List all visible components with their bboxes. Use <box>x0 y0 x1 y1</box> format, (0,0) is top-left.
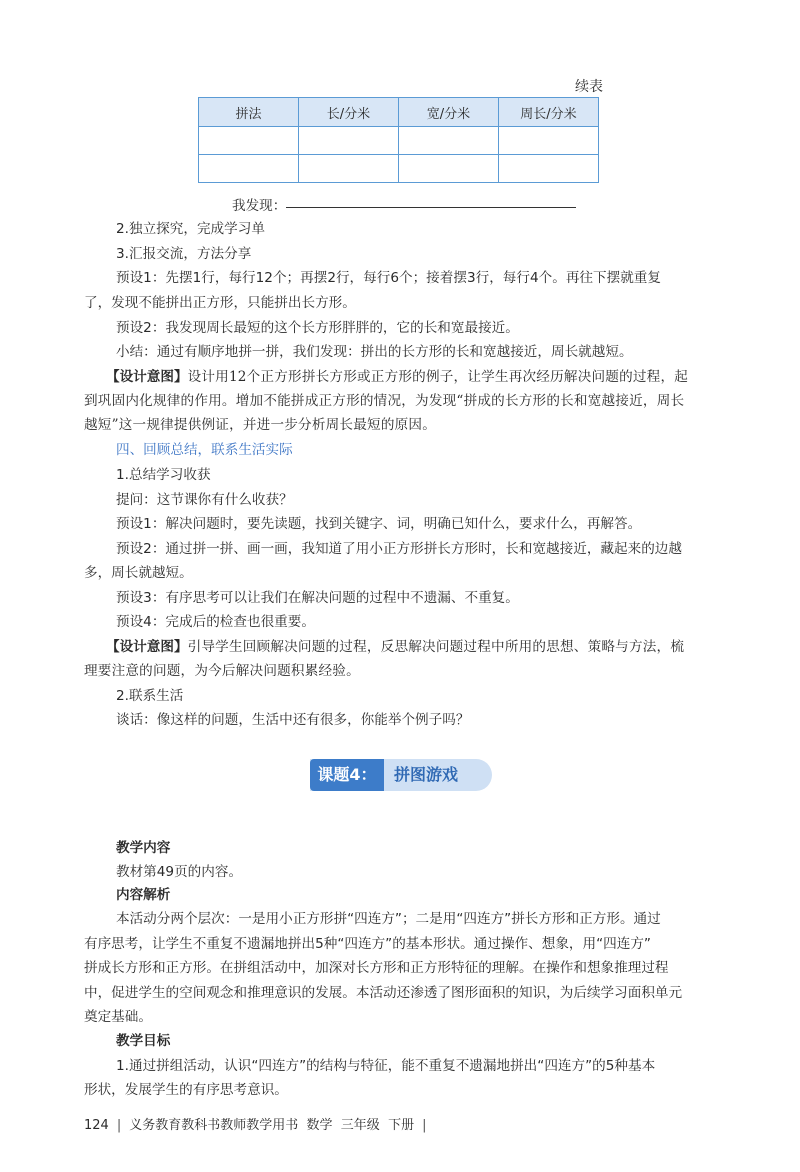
page-footer: 124 | 义务教育教科书教师教学用书 数学 三年级 下册 | <box>84 1118 427 1133</box>
analysis-line-4: 中，促进学生的空间观念和推理意识的发展。本活动还渗透了图形面积的知识，为后续学习面积单元 <box>84 985 683 1001</box>
table-cell <box>299 155 399 183</box>
question: 提问：这节课你有什么收获？ <box>116 492 293 508</box>
step-2: 2.独立探究，完成学习单 <box>116 221 265 237</box>
table-cell <box>499 127 599 155</box>
find-label: 我发现： <box>232 198 287 214</box>
heading-teaching-goals: 教学目标 <box>116 1033 171 1049</box>
volume: 下册 <box>388 1118 415 1133</box>
goal-1-line-2: 形状，发展学生的有序思考意识。 <box>84 1082 288 1098</box>
design-intent-1-line-3: 越短”这一规律提供例证，并进一步分析周长最短的原因。 <box>84 417 436 433</box>
heading-teaching-content: 教学内容 <box>116 840 171 856</box>
table-cell <box>299 127 399 155</box>
table-header: 周长/分米 <box>499 98 599 127</box>
design-intent-1-line-2: 到巩固内化规律的作用。增加不能拼成正方形的情况，为发现“拼成的长方形的长和宽越接近，周长 <box>84 393 685 409</box>
design-intent-text: 引导学生回顾解决问题的过程，反思解决问题过程中所用的思想、策略与方法，梳 <box>187 639 685 655</box>
response-4: 预设4：完成后的检查也很重要。 <box>116 614 315 630</box>
table-header: 拼法 <box>199 98 299 127</box>
results-table <box>198 97 599 183</box>
continued-label: 续表 <box>575 79 603 95</box>
analysis-line-3: 拼成长方形和正方形。在拼组活动中，加深对长方形和正方形特征的理解。在操作和想象推理过程 <box>84 960 669 976</box>
table-cell <box>499 155 599 183</box>
design-intent-1-line-1 <box>106 367 688 387</box>
sub-1: 1.总结学习收获 <box>116 467 211 483</box>
preset-1-line-1: 预设1：先摆1行，每行12个；再摆2行，每行6个；接着摆3行，每行4个。再往下摆就重复 <box>116 270 661 286</box>
design-intent-text: 设计用12个正方形拼长方形或正方形的例子，让学生再次经历解决问题的过程，起 <box>187 369 689 385</box>
teaching-content: 教材第49页的内容。 <box>116 864 243 880</box>
summary: 小结：通过有顺序地拼一拼，我们发现：拼出的长方形的长和宽越接近，周长就越短。 <box>116 344 633 360</box>
subject: 数学 <box>306 1118 333 1133</box>
sub-2: 2.联系生活 <box>116 688 184 704</box>
response-2-line-1: 预设2：通过拼一拼、画一画，我知道了用小正方形拼长方形时，长和宽越接近，藏起来的边越 <box>116 541 682 557</box>
design-intent-label: 【设计意图】 <box>106 639 188 655</box>
talk: 谈话：像这样的问题，生活中还有很多，你能举个例子吗？ <box>116 712 470 728</box>
design-intent-2-line-1 <box>106 637 684 657</box>
lesson-tag: 课题4： <box>310 759 384 791</box>
page-number: 124 <box>84 1118 109 1133</box>
grade: 三年级 <box>340 1118 380 1133</box>
design-intent-2-line-2: 理要注意的问题，为今后解决问题积累经验。 <box>84 663 360 679</box>
table-header-row <box>199 98 599 127</box>
analysis-line-2: 有序思考，让学生不重复不遗漏地拼出5种“四连方”的基本形状。通过操作、想象，用“四连方” <box>84 936 651 952</box>
analysis-line-1: 本活动分两个层次：一是用小正方形拼“四连方”；二是用“四连方”拼长方形和正方形。通过 <box>116 911 661 927</box>
preset-1-line-2: 了，发现不能拼出正方形，只能拼出长方形。 <box>84 295 356 311</box>
lesson-banner <box>310 759 492 791</box>
table-row <box>199 155 599 183</box>
table-header: 长/分米 <box>299 98 399 127</box>
table-cell <box>399 127 499 155</box>
response-1: 预设1：解决问题时，要先读题，找到关键字、词，明确已知什么，要求什么，再解答。 <box>116 516 642 532</box>
analysis-line-5: 奠定基础。 <box>84 1009 152 1025</box>
table-row <box>199 127 599 155</box>
heading-content-analysis: 内容解析 <box>116 887 171 903</box>
find-answer-blank <box>286 207 576 208</box>
table-cell <box>199 155 299 183</box>
goal-1-line-1: 1.通过拼组活动，认识“四连方”的结构与特征，能不重复不遗漏地拼出“四连方”的5种基本 <box>116 1058 656 1074</box>
book-title: 义务教育教科书教师教学用书 <box>129 1118 299 1133</box>
response-2-line-2: 多，周长就越短。 <box>84 565 193 581</box>
step-3: 3.汇报交流，方法分享 <box>116 246 252 262</box>
section-4-heading: 四、回顾总结，联系生活实际 <box>116 442 293 458</box>
preset-2: 预设2：我发现周长最短的这个长方形胖胖的，它的长和宽最接近。 <box>116 320 519 336</box>
lesson-title: 拼图游戏 <box>394 765 459 784</box>
table-cell <box>199 127 299 155</box>
response-3: 预设3：有序思考可以让我们在解决问题的过程中不遗漏、不重复。 <box>116 590 519 606</box>
table-cell <box>399 155 499 183</box>
design-intent-label: 【设计意图】 <box>106 369 188 385</box>
table-header: 宽/分米 <box>399 98 499 127</box>
